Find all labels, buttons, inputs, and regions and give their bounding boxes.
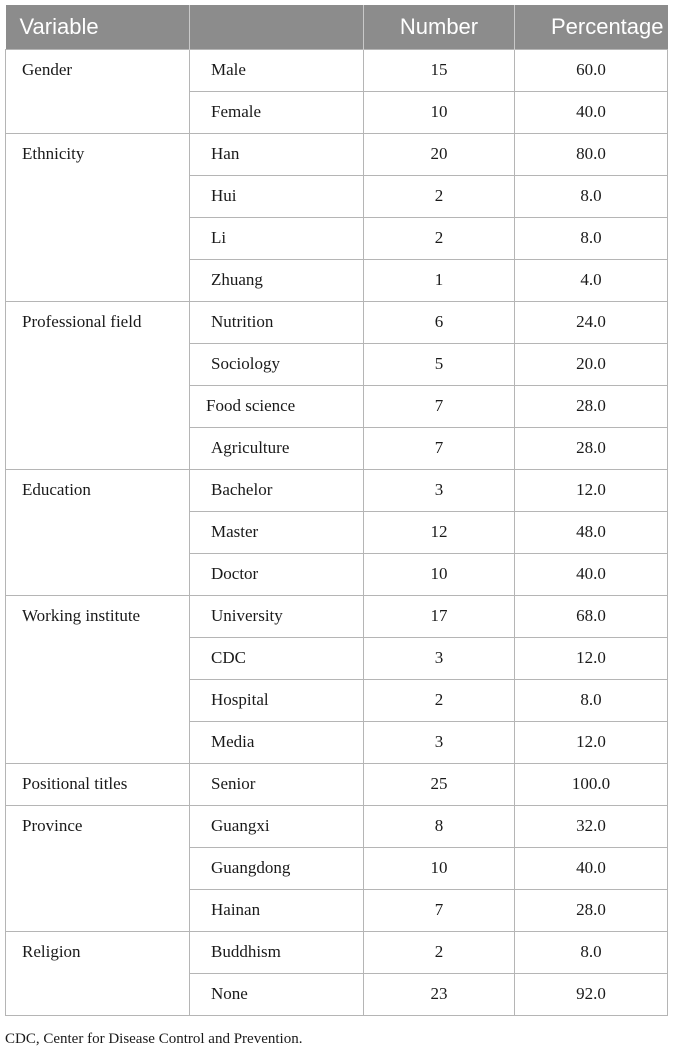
header-variable: Variable bbox=[19, 13, 99, 39]
number-cell: 2 bbox=[364, 931, 515, 973]
number-cell: 17 bbox=[364, 595, 515, 637]
category-cell: Media bbox=[190, 721, 364, 763]
number-cell: 3 bbox=[364, 637, 515, 679]
number-cell: 7 bbox=[364, 385, 515, 427]
table-header bbox=[6, 5, 668, 49]
category-cell: Zhuang bbox=[190, 259, 364, 301]
table-row bbox=[6, 595, 668, 637]
percentage-cell: 12.0 bbox=[515, 469, 668, 511]
number-cell: 5 bbox=[364, 343, 515, 385]
percentage-cell: 60.0 bbox=[515, 49, 668, 91]
percentage-cell: 4.0 bbox=[515, 259, 668, 301]
category-cell: CDC bbox=[190, 637, 364, 679]
number-cell: 8 bbox=[364, 805, 515, 847]
percentage-cell: 28.0 bbox=[515, 385, 668, 427]
table-row bbox=[6, 805, 668, 847]
variable-cell: Gender bbox=[6, 49, 190, 133]
category-cell: Buddhism bbox=[190, 931, 364, 973]
variable-cell: Professional field bbox=[6, 301, 190, 469]
number-cell: 23 bbox=[364, 973, 515, 1015]
category-cell: Food science bbox=[190, 385, 364, 427]
percentage-cell: 12.0 bbox=[515, 637, 668, 679]
percentage-cell: 8.0 bbox=[515, 679, 668, 721]
number-cell: 7 bbox=[364, 427, 515, 469]
table-row bbox=[6, 133, 668, 175]
table-row bbox=[6, 469, 668, 511]
percentage-cell: 28.0 bbox=[515, 427, 668, 469]
number-cell: 12 bbox=[364, 511, 515, 553]
number-cell: 10 bbox=[364, 91, 515, 133]
header-category bbox=[190, 5, 364, 49]
number-cell: 25 bbox=[364, 763, 515, 805]
percentage-cell: 40.0 bbox=[515, 91, 668, 133]
variable-cell: Working institute bbox=[6, 595, 190, 763]
table-row bbox=[6, 931, 668, 973]
percentage-cell: 8.0 bbox=[515, 217, 668, 259]
percentage-cell: 8.0 bbox=[515, 931, 668, 973]
category-cell: Bachelor bbox=[190, 469, 364, 511]
number-cell: 2 bbox=[364, 175, 515, 217]
category-cell: Doctor bbox=[190, 553, 364, 595]
percentage-cell: 100.0 bbox=[515, 763, 668, 805]
table-body bbox=[6, 49, 668, 1015]
category-cell: Guangxi bbox=[190, 805, 364, 847]
number-cell: 15 bbox=[364, 49, 515, 91]
category-cell: Guangdong bbox=[190, 847, 364, 889]
category-cell: Hui bbox=[190, 175, 364, 217]
table-footnote: CDC, Center for Disease Control and Prevention. bbox=[5, 1031, 303, 1047]
percentage-cell: 40.0 bbox=[515, 847, 668, 889]
percentage-cell: 40.0 bbox=[515, 553, 668, 595]
table-row bbox=[6, 301, 668, 343]
variable-cell: Ethnicity bbox=[6, 133, 190, 301]
variable-cell: Positional titles bbox=[6, 763, 190, 805]
category-cell: Hospital bbox=[190, 679, 364, 721]
percentage-cell: 20.0 bbox=[515, 343, 668, 385]
category-cell: Senior bbox=[190, 763, 364, 805]
number-cell: 10 bbox=[364, 847, 515, 889]
number-cell: 20 bbox=[364, 133, 515, 175]
header-percentage: Percentage bbox=[515, 5, 668, 49]
percentage-cell: 32.0 bbox=[515, 805, 668, 847]
percentage-cell: 24.0 bbox=[515, 301, 668, 343]
number-cell: 2 bbox=[364, 217, 515, 259]
table-row bbox=[6, 49, 668, 91]
variable-cell: Religion bbox=[6, 931, 190, 1015]
table-row bbox=[6, 763, 668, 805]
number-cell: 10 bbox=[364, 553, 515, 595]
variable-cell: Province bbox=[6, 805, 190, 931]
variable-cell: Education bbox=[6, 469, 190, 595]
demographics-table-container bbox=[5, 5, 667, 1016]
number-cell: 2 bbox=[364, 679, 515, 721]
category-cell: Female bbox=[190, 91, 364, 133]
percentage-cell: 48.0 bbox=[515, 511, 668, 553]
demographics-table bbox=[5, 5, 668, 1016]
number-cell: 1 bbox=[364, 259, 515, 301]
category-cell: Agriculture bbox=[190, 427, 364, 469]
percentage-cell: 28.0 bbox=[515, 889, 668, 931]
category-cell: Li bbox=[190, 217, 364, 259]
percentage-cell: 68.0 bbox=[515, 595, 668, 637]
percentage-cell: 12.0 bbox=[515, 721, 668, 763]
category-cell: Hainan bbox=[190, 889, 364, 931]
category-cell: Nutrition bbox=[190, 301, 364, 343]
category-cell: University bbox=[190, 595, 364, 637]
number-cell: 3 bbox=[364, 469, 515, 511]
number-cell: 3 bbox=[364, 721, 515, 763]
category-cell: Male bbox=[190, 49, 364, 91]
number-cell: 6 bbox=[364, 301, 515, 343]
header-row bbox=[6, 5, 668, 49]
percentage-cell: 92.0 bbox=[515, 973, 668, 1015]
percentage-cell: 8.0 bbox=[515, 175, 668, 217]
percentage-cell: 80.0 bbox=[515, 133, 668, 175]
category-cell: Master bbox=[190, 511, 364, 553]
category-cell: Sociology bbox=[190, 343, 364, 385]
number-cell: 7 bbox=[364, 889, 515, 931]
category-cell: None bbox=[190, 973, 364, 1015]
header-number: Number bbox=[364, 5, 515, 49]
category-cell: Han bbox=[190, 133, 364, 175]
